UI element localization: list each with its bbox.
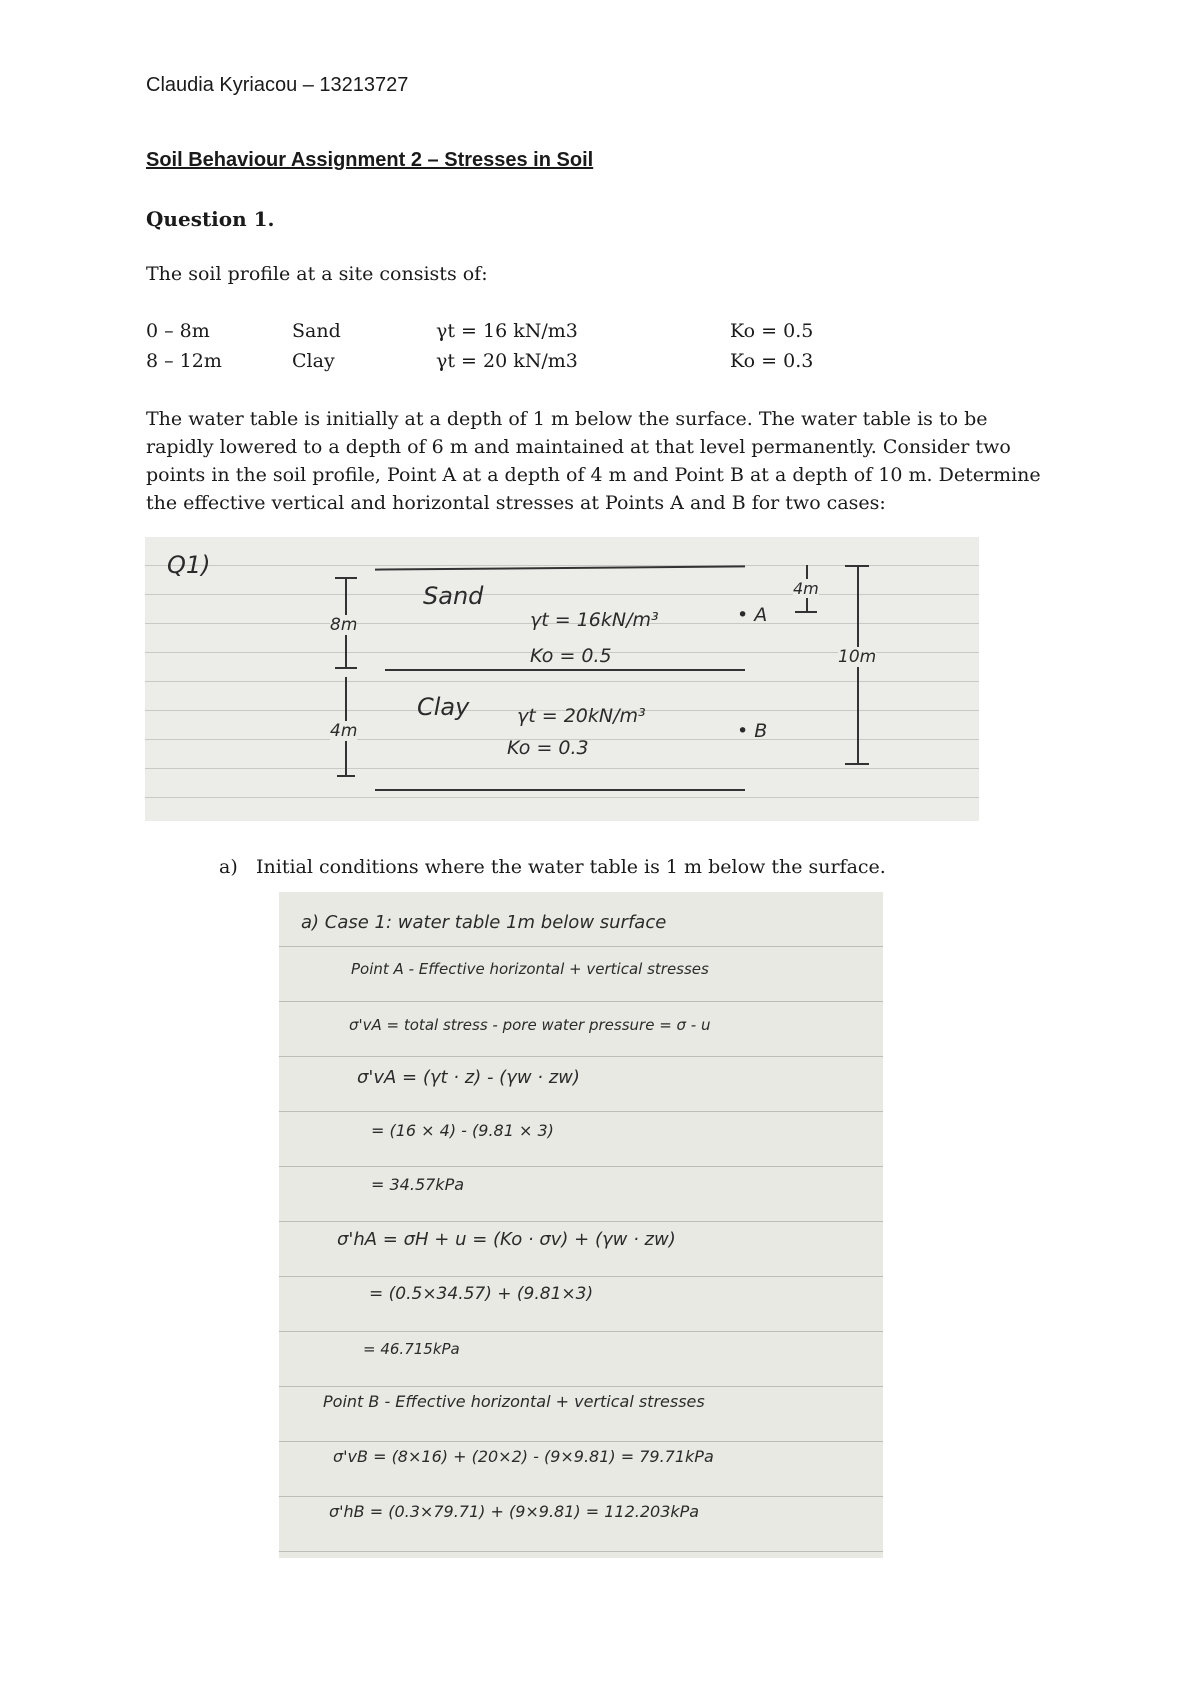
profile-table [146,320,846,380]
notes-eq-ha-sub: = (0.5×34.57) + (9.81×3) [369,1284,594,1304]
dim-8m-label: 8m [330,615,358,635]
notes-eq-va: σ'vA = (γt · z) - (γw · zw) [357,1067,580,1088]
dim-4m-right-tick [795,611,817,613]
profile-depth: 8 – 12m [146,350,222,372]
dim-8m-tick-bottom [335,667,357,669]
dim-10m-tick-top [845,565,869,567]
base-line [375,789,745,791]
profile-row [146,320,846,350]
question-heading: Question 1. [146,207,275,231]
profile-depth: 0 – 8m [146,320,210,342]
paragraph-line: the effective vertical and horizontal stresses at Points A and B for two cases: [146,492,886,514]
dim-4m-left-label: 4m [330,721,358,741]
case-a-label: a) [219,856,238,878]
profile-gamma: γt = 16 kN/m3 [436,320,578,342]
soil-profile-sketch [145,537,979,821]
page-title: Soil Behaviour Assignment 2 – Stresses in Soil [146,149,594,171]
dim-10m-tick-bottom [845,763,869,765]
notes-eq-ha: σ'hA = σH + u = (Ko · σv) + (γw · zw) [337,1229,676,1250]
profile-soil: Sand [292,320,341,342]
sketch-sand-ko: Ko = 0.5 [530,645,612,667]
sketch-label: Q1) [167,551,211,579]
profile-gamma: γt = 20 kN/m3 [436,350,578,372]
notes-eq-hb: σ'hB = (0.3×79.71) + (9×9.81) = 112.203kPa [329,1502,700,1521]
sketch-point-b: • B [737,720,768,742]
paragraph-line: rapidly lowered to a depth of 6 m and maintained at that level permanently. Consider two [146,436,1011,458]
sketch-clay-gamma: γt = 20kN/m³ [517,705,646,727]
paragraph-line: The water table is initially at a depth of 1 m below the surface. The water table is to be [146,408,988,430]
sketch-sand-gamma: γt = 16kN/m³ [530,609,659,631]
dim-10m-label: 10m [838,647,877,667]
dim-8m-tick-top [335,577,357,579]
sketch-point-a: • A [737,604,768,626]
notes-eq-ha-result: = 46.715kPa [363,1340,460,1358]
notes-eq-vb: σ'vB = (8×16) + (20×2) - (9×9.81) = 79.71kPa [333,1447,714,1466]
notes-eq-va-result: = 34.57kPa [371,1175,465,1194]
notes-case-heading: a) Case 1: water table 1m below surface [301,912,667,933]
handwritten-calculations [279,892,883,1558]
profile-row [146,350,846,380]
author-line: Claudia Kyriacou – 13213727 [146,74,409,96]
sketch-sand-label: Sand [423,582,484,610]
notes-point-a-heading: Point A - Effective horizontal + vertical stresses [351,960,709,978]
notes-eq-va-sub: = (16 × 4) - (9.81 × 3) [371,1121,554,1140]
sketch-clay-label: Clay [417,693,470,721]
profile-soil: Clay [292,350,335,372]
profile-ko: Ko = 0.5 [730,320,814,342]
sketch-clay-ko: Ko = 0.3 [507,737,589,759]
case-a-text: Initial conditions where the water table is 1 m below the surface. [256,856,886,878]
sand-clay-boundary [385,669,745,671]
ground-surface-line [375,565,745,570]
notes-definition: σ'vA = total stress - pore water pressure = σ - u [349,1016,711,1034]
intro-text: The soil profile at a site consists of: [146,263,488,285]
problem-paragraph [146,405,1041,517]
profile-ko: Ko = 0.3 [730,350,814,372]
dim-4m-right-label: 4m [793,579,819,598]
paragraph-line: points in the soil profile, Point A at a depth of 4 m and Point B at a depth of 10 m. Determine [146,464,1041,486]
notes-point-b-heading: Point B - Effective horizontal + vertical stresses [323,1392,705,1411]
dim-4m-tick-bottom [337,775,355,777]
